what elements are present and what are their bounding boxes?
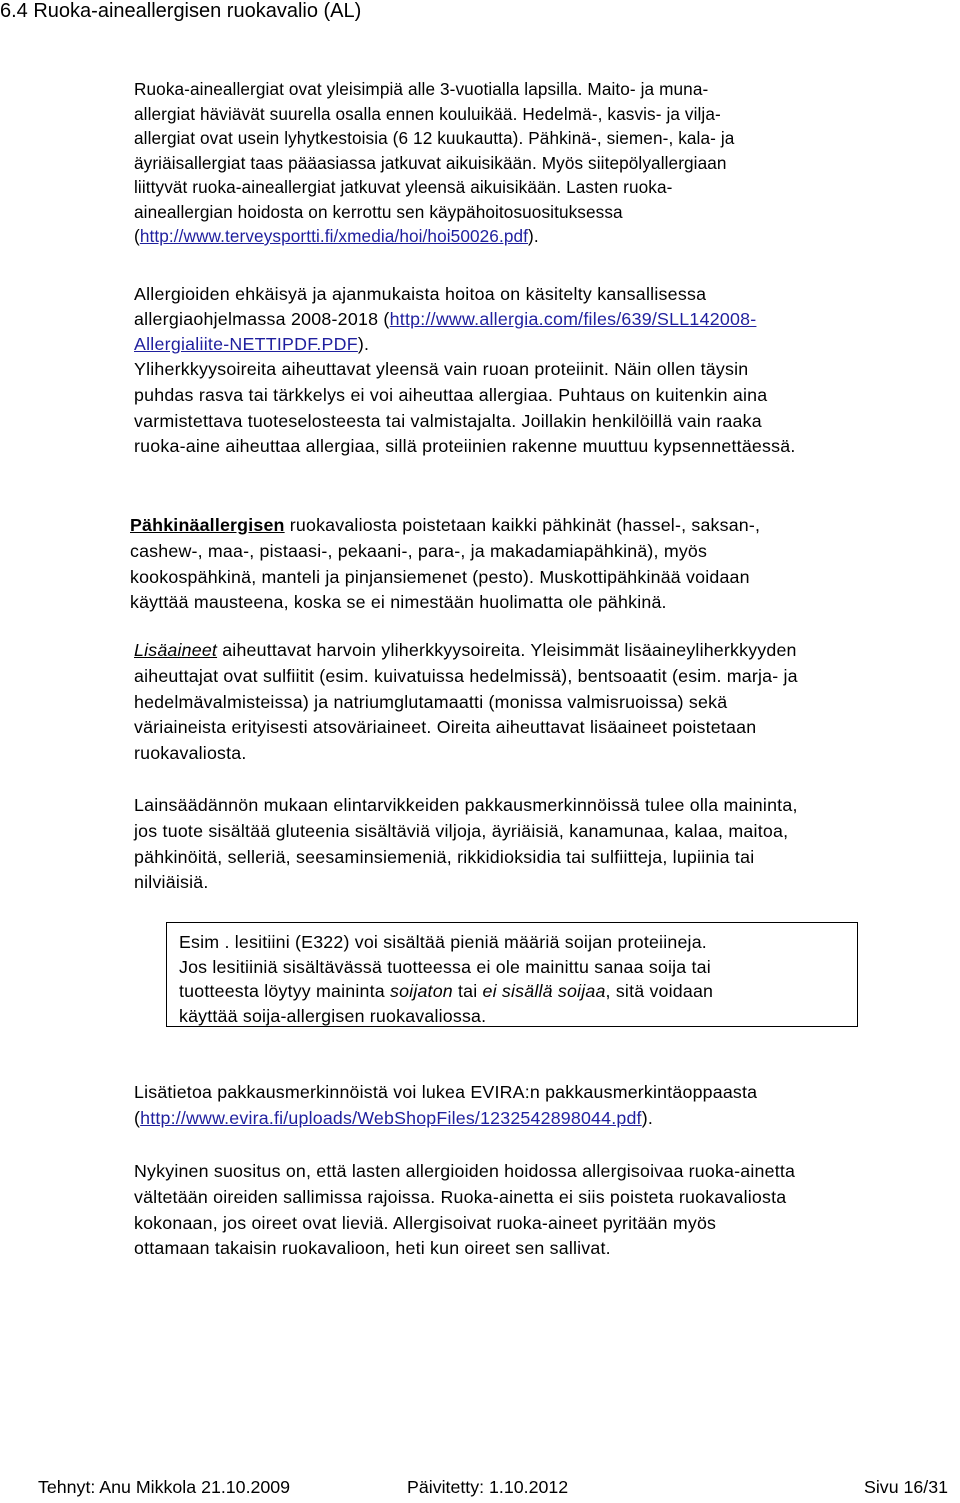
paragraph-nut-allergy (130, 513, 760, 616)
page-title: 6.4 Ruoka-aineallergisen ruokavalio (AL) (0, 0, 362, 22)
text-line: Lisäaineet aiheuttavat harvoin yliherkkyysoireita. Yleisimmät lisäaineyliherkkyyden (134, 640, 797, 660)
text-line: ottamaan takaisin ruokavalioon, heti kun oireet sen sallivat. (134, 1238, 611, 1259)
text-line: Nykyinen suositus on, että lasten allergioiden hoidossa allergisoivaa ruoka-ainetta (134, 1161, 796, 1181)
text-line: ruoka-aine aiheuttaa allergiaa, sillä proteiinien rakenne muuttuu kypsennettäessä. (134, 436, 796, 457)
paragraph-food-allergies-intro (134, 77, 734, 249)
paragraph-proteins (134, 357, 796, 460)
text-line: Lisätietoa pakkausmerkinnöistä voi lukea EVIRA:n pakkausmerkintäoppaasta (134, 1082, 758, 1102)
allergia-link-continued[interactable]: Allergialiite-NETTIPDF.PDF (134, 333, 358, 354)
text-line: Pähkinäallergisen ruokavaliosta poistetaan kaikki pähkinät (hassel-, saksan-, (130, 515, 761, 535)
text-line: kokonaan, jos oireet ovat lieviä. Allergisoivat ruoka-aineet pyritään myös (134, 1212, 717, 1233)
footer-page-number: Sivu 16/31 (864, 1477, 949, 1497)
text-line: Ruoka-aineallergiat ovat yleisimpiä alle 3-vuotialla lapsilla. Maito- ja muna- (134, 79, 709, 99)
text-line: puhdas rasva tai tärkkelys ei voi aiheuttaa allergiaa. Puhtaus on kuitenkin aina (134, 384, 768, 405)
additives-term: Lisäaineet (134, 640, 218, 660)
text-line: Yliherkkyysoireita aiheuttavat yleensä vain ruoan proteiinit. Näin ollen täysin (134, 359, 749, 379)
text-line: Jos lesitiiniä sisältävässä tuotteessa ei ole mainittu sanaa soija tai (179, 956, 711, 977)
text-line: cashew-, maa-, pistaasi-, pekaani-, para-, ja makadamiapähkinä), myös (130, 540, 708, 561)
text-line: tuotteesta löytyy maininta soijaton tai ei sisällä soijaa, sitä voidaan (179, 981, 714, 1001)
text-line: väriaineista erityisesti atsoväriaineet. Oireita aiheuttavat lisäaineet poistetaan (134, 717, 757, 738)
note-text (179, 930, 713, 1028)
terveysportti-link[interactable]: http://www.terveysportti.fi/xmedia/hoi/hoi50026.pdf (139, 226, 529, 246)
nut-allergy-term: Pähkinäallergisen (130, 515, 285, 535)
text-line: Lainsäädännön mukaan elintarvikkeiden pakkausmerkinnöissä tulee olla maininta, (134, 795, 798, 815)
paragraph-current-recommendation (134, 1159, 795, 1262)
text-line: kookospähkinä, manteli ja pinjansiemenet (pesto). Muskottipähkinää voidaan (130, 566, 750, 587)
text-line: nilviäisiä. (134, 872, 209, 893)
allergia-link[interactable]: http://www.allergia.com/files/639/SLL142008- (389, 308, 757, 329)
paragraph-additives (134, 638, 798, 767)
text-line: Allergialiite-NETTIPDF.PDF). (134, 333, 370, 354)
text-line: Allergioiden ehkäisyä ja ajanmukaista hoitoa on käsitelty kansallisessa (134, 284, 707, 304)
paragraph-allergy-programme (134, 282, 756, 356)
text-line: jos tuote sisältää gluteenia sisältäviä viljoja, äyriäisiä, kanamunaa, kalaa, maitoa, (134, 820, 789, 841)
text-line: allergiat ovat usein lyhytkestoisia (6 12 kuukautta). Pähkinä-, siemen-, kala- ja (134, 128, 735, 148)
text-line: aiheuttajat ovat sulfiitit (esim. kuivatuissa hedelmissä), bentsoaatit (esim. marja- ja (134, 665, 798, 686)
text-line: vältetään oireiden sallimissa rajoissa. Ruoka-ainetta ei siis poisteta ruokavaliosta (134, 1186, 787, 1207)
text-line: aineallergian hoidosta on kerrottu sen käypähoitosuosituksessa (134, 201, 623, 222)
text-line: (http://www.evira.fi/uploads/WebShopFiles/1232542898044.pdf). (134, 1107, 653, 1128)
text-line: käyttää soija-allergisen ruokavaliossa. (179, 1005, 487, 1026)
text-line: liittyvät ruoka-aineallergiat jatkuvat yleensä aikuisikään. Lasten ruoka- (134, 177, 673, 197)
text-line: käyttää mausteena, koska se ei nimestään huolimatta ole pähkinä. (130, 592, 667, 613)
evira-link[interactable]: http://www.evira.fi/uploads/WebShopFiles/1232542898044.pdf (140, 1107, 642, 1128)
text-line: allergiaohjelmassa 2008-2018 (http://www.allergia.com/files/639/SLL142008- (134, 308, 757, 329)
paragraph-evira (134, 1080, 757, 1132)
footer-updated: Päivitetty: 1.10.2012 (407, 1477, 569, 1497)
text-line: äyriäisallergiat taas pääasiassa jatkuvat aikuisikään. Myös siitepölyallergiaan (134, 152, 727, 173)
text-line: hedelmävalmisteissa) ja natriumglutamaatti (monissa valmisruoissa) sekä (134, 691, 728, 712)
text-line: pähkinöitä, selleriä, seesaminsiemeniä, rikkidioksidia tai sulfiitteja, lupiinia tai (134, 846, 755, 867)
paragraph-labelling-law (134, 793, 798, 896)
footer-author: Tehnyt: Anu Mikkola 21.10.2009 (38, 1477, 291, 1497)
text-line: varmistettava tuoteselosteesta tai valmistajalta. Joillakin henkilöillä vain raaka (134, 410, 762, 431)
text-line: ruokavaliosta. (134, 743, 247, 764)
text-line: (http://www.terveysportti.fi/xmedia/hoi/hoi50026.pdf). (134, 226, 539, 246)
text-line: allergiat häviävät suurella osalla ennen kouluikää. Hedelmä-, kasvis- ja vilja- (134, 103, 721, 124)
text-line: Esim . lesitiini (E322) voi sisältää pieniä määriä soijan proteiineja. (179, 932, 707, 952)
